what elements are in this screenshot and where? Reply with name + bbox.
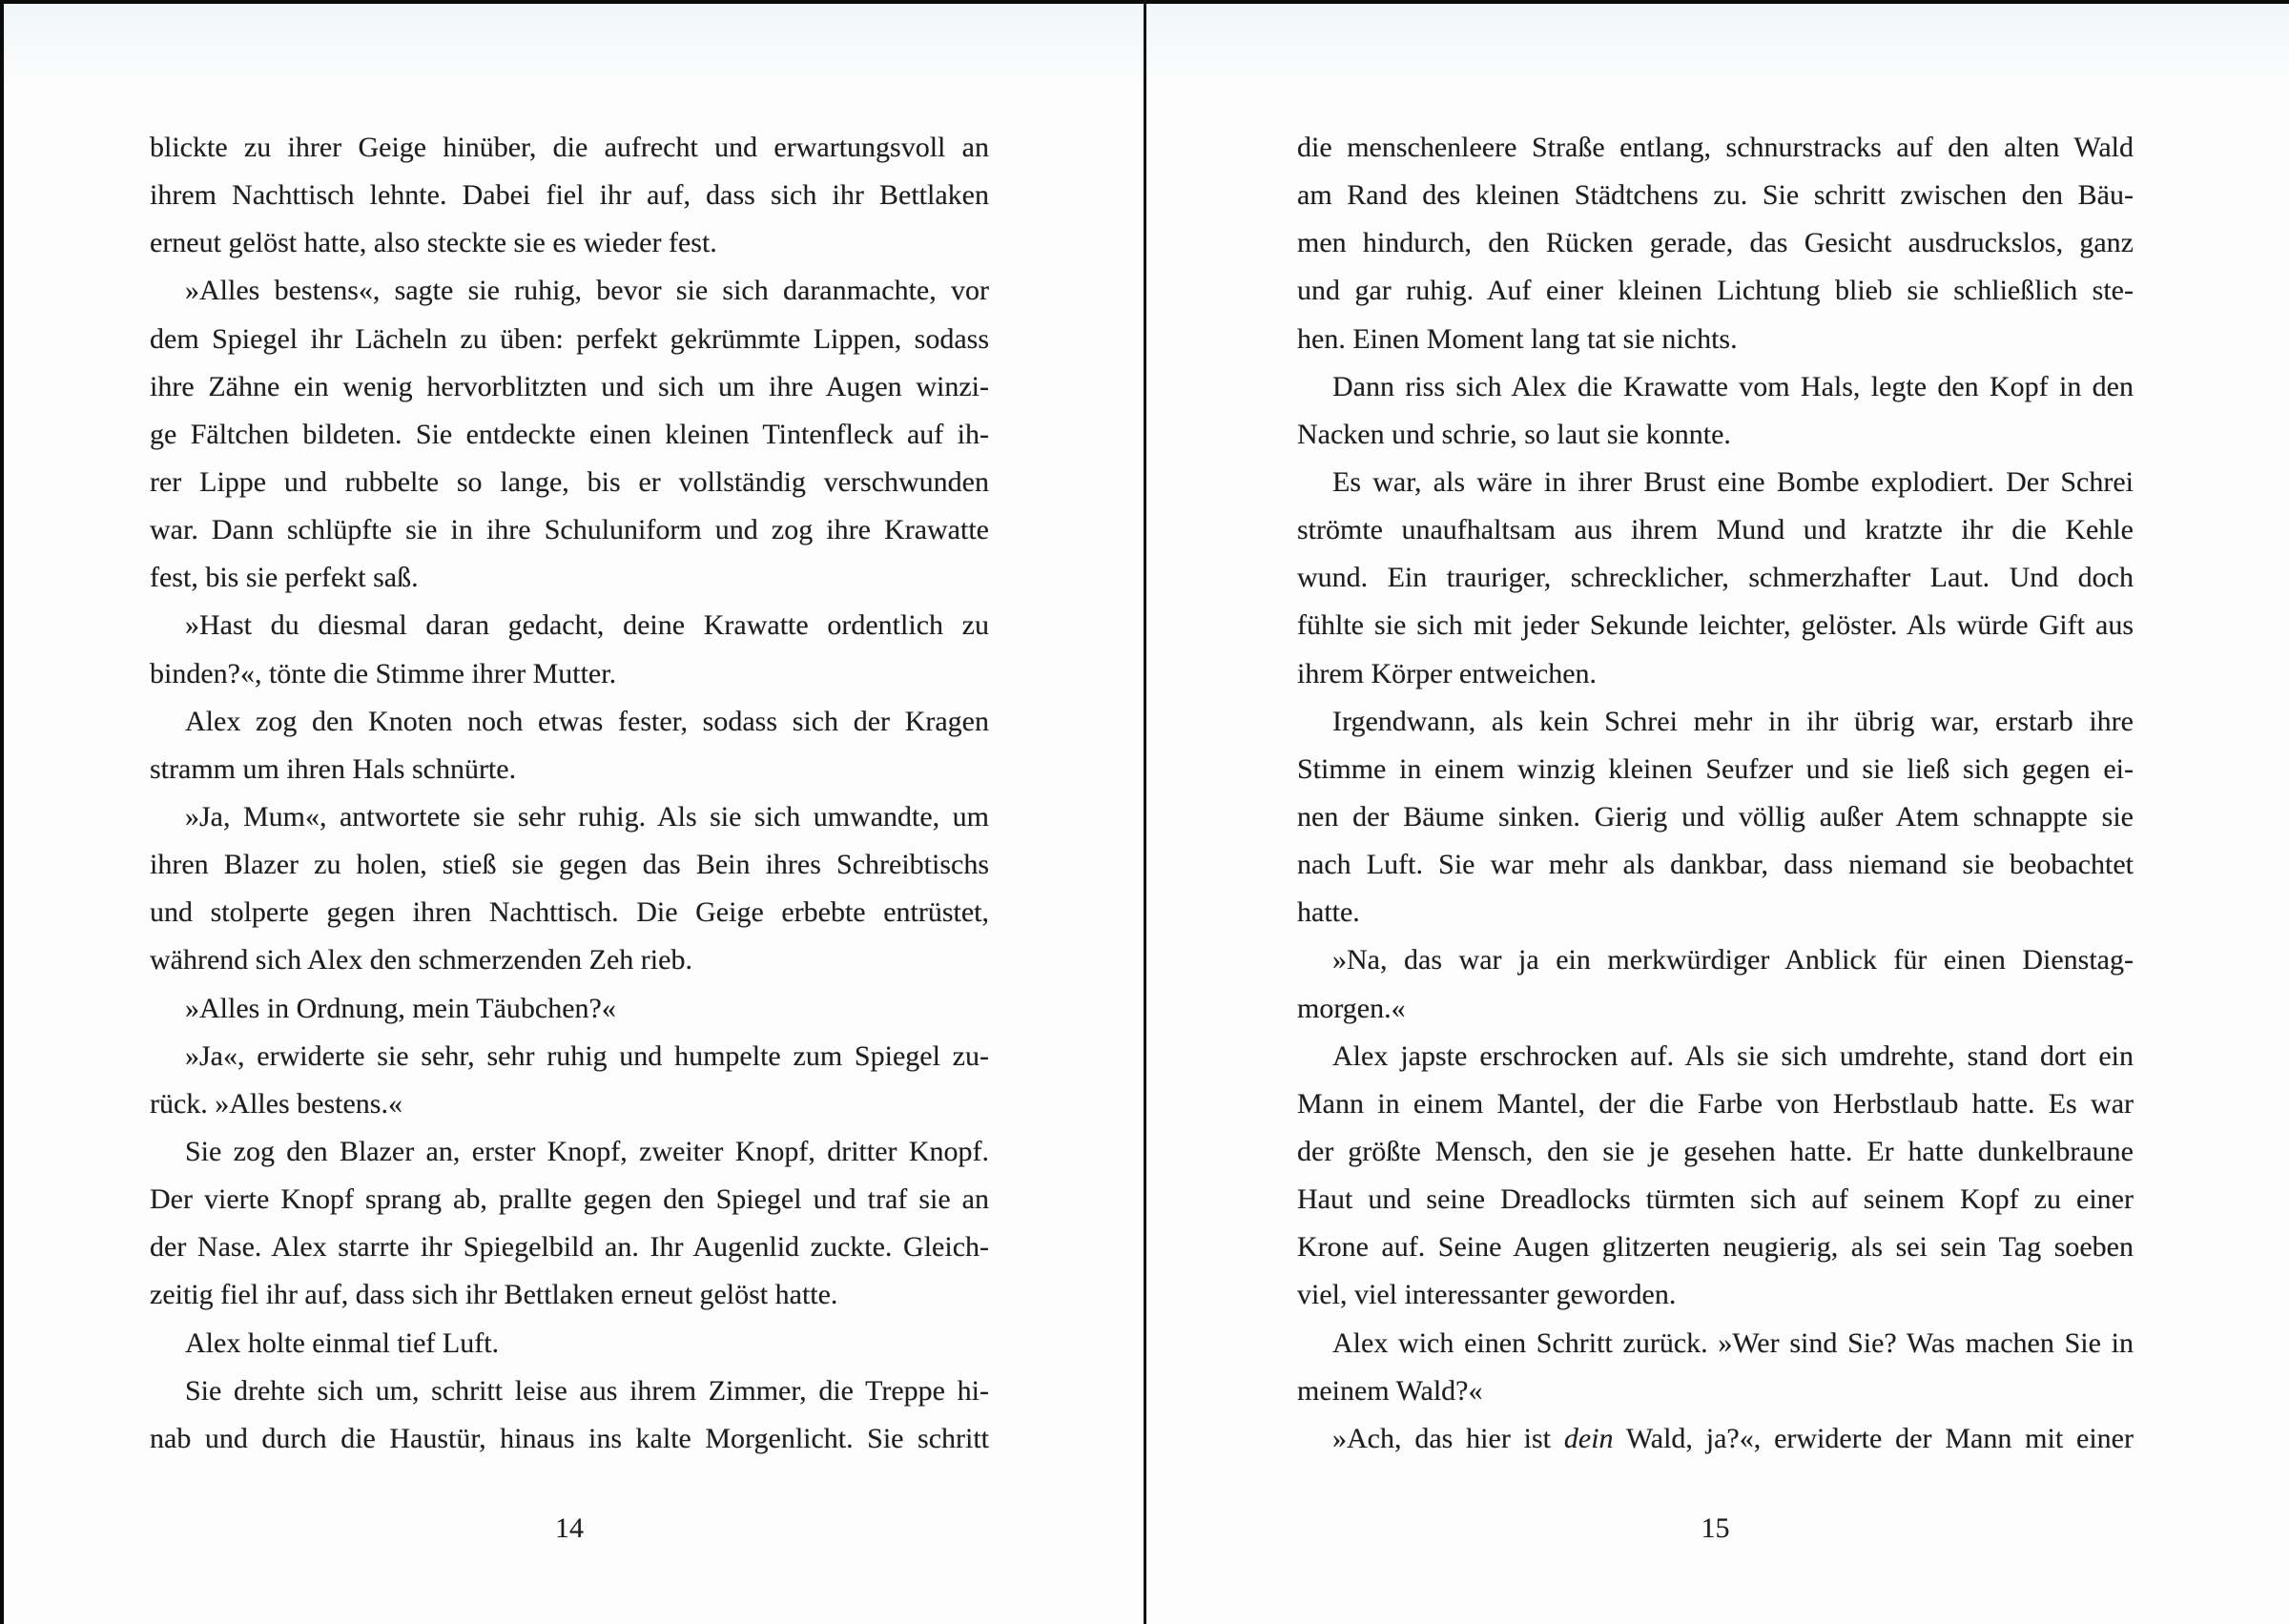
text-run: Mann in einem Mantel, der die Farbe von Herbstlaub hatte. Es war	[1297, 1087, 2134, 1120]
text-run: der größte Mensch, den sie je gesehen hatte. Er hatte dunkelbraune	[1297, 1135, 2134, 1167]
text-run: am Rand des kleinen Städtchens zu. Sie schritt zwischen den Bäu-	[1297, 179, 2134, 212]
text-line	[1297, 1033, 2134, 1080]
text-line	[1297, 889, 2134, 936]
text-run: »Alles in Ordnung, mein Täubchen?«	[185, 992, 616, 1024]
text-line	[150, 554, 989, 602]
text-line	[1297, 363, 2134, 411]
text-run: »Ach, das hier ist	[1332, 1422, 1564, 1454]
text-line	[1297, 124, 2134, 172]
scan-light-sheen	[4, 4, 2289, 90]
text-line	[1297, 746, 2134, 793]
page-gutter-line	[1144, 0, 1146, 1624]
text-run: »Na, das war ja ein merkwürdiger Anblick für einen Dienstag-	[1332, 944, 2134, 976]
text-line	[1297, 1223, 2134, 1271]
text-line	[150, 1320, 989, 1367]
text-line	[150, 746, 989, 793]
text-line	[150, 1128, 989, 1176]
text-run: und stolperte gegen ihren Nachttisch. Die Geige erbebte entrüstet,	[150, 896, 989, 929]
text-line	[150, 506, 989, 554]
text-run: stramm um ihren Hals schnürte.	[150, 752, 517, 785]
text-line	[1297, 650, 2134, 698]
text-run: »Alles bestens«, sagte sie ruhig, bevor sie sich daranmachte, vor	[185, 275, 989, 307]
text-line	[150, 219, 989, 267]
text-run: hatte.	[1297, 896, 1360, 929]
text-run: Sie drehte sich um, schritt leise aus ihrem Zimmer, die Treppe hi-	[185, 1374, 989, 1407]
text-run: Wald, ja?«, erwiderte der Mann mit einer	[1613, 1422, 2134, 1454]
text-line	[150, 1176, 989, 1223]
text-line	[150, 363, 989, 411]
text-line	[1297, 985, 2134, 1033]
text-line	[1297, 1176, 2134, 1223]
text-run: meinem Wald?«	[1297, 1374, 1483, 1407]
text-run: ihrem Körper entweichen.	[1297, 657, 1598, 689]
text-line	[150, 1415, 989, 1463]
text-run: ihrem Nachttisch lehnte. Dabei fiel ihr auf, dass sich ihr Bettlaken	[150, 179, 989, 212]
text-run: strömte unaufhaltsam aus ihrem Mund und kratzte ihr die Kehle	[1297, 514, 2134, 546]
text-run: men hindurch, den Rücken gerade, das Gesicht ausdruckslos, ganz	[1297, 227, 2134, 259]
text-line	[150, 1271, 989, 1319]
text-line	[150, 267, 989, 315]
text-line	[1297, 1320, 2134, 1367]
text-line	[1297, 554, 2134, 602]
text-line	[150, 1367, 989, 1415]
text-run: »Hast du diesmal daran gedacht, deine Krawatte ordentlich zu	[185, 609, 989, 642]
text-run: während sich Alex den schmerzenden Zeh rieb.	[150, 944, 692, 976]
text-line	[150, 602, 989, 649]
text-run: Sie zog den Blazer an, erster Knopf, zweiter Knopf, dritter Knopf.	[185, 1135, 989, 1167]
text-run: »Ja«, erwiderte sie sehr, sehr ruhig und humpelte zum Spiegel zu-	[185, 1039, 989, 1072]
text-run: und gar ruhig. Auf einer kleinen Lichtung blieb sie schließlich ste-	[1297, 275, 2134, 307]
text-run: viel, viel interessanter geworden.	[1297, 1279, 1677, 1311]
text-line	[1297, 1367, 2134, 1415]
text-line	[150, 316, 989, 363]
text-run: der Nase. Alex starrte ihr Spiegelbild an. Ihr Augenlid zuckte. Gleich-	[150, 1231, 989, 1264]
text-run: rück. »Alles bestens.«	[150, 1087, 402, 1120]
text-line	[1297, 793, 2134, 841]
text-line	[150, 1080, 989, 1128]
text-run: nab und durch die Haustür, hinaus ins kalte Morgenlicht. Sie schritt	[150, 1422, 989, 1454]
text-run: erneut gelöst hatte, also steckte sie es wieder fest.	[150, 227, 717, 259]
text-run: Es war, als wäre in ihrer Brust eine Bombe explodiert. Der Schrei	[1332, 465, 2134, 498]
text-run: Alex zog den Knoten noch etwas fester, sodass sich der Kragen	[185, 705, 989, 737]
text-line	[1297, 1080, 2134, 1128]
text-line	[1297, 1271, 2134, 1319]
text-line	[150, 698, 989, 746]
text-line	[1297, 1415, 2134, 1463]
text-run: Stimme in einem winzig kleinen Seufzer und sie ließ sich gegen ei-	[1297, 752, 2134, 785]
text-run: fest, bis sie perfekt saß.	[150, 562, 419, 594]
text-line	[1297, 841, 2134, 889]
text-line	[1297, 506, 2134, 554]
text-line	[1297, 936, 2134, 984]
page-right-text-block	[1297, 124, 2134, 1463]
text-run: blickte zu ihrer Geige hinüber, die aufrecht und erwartungsvoll an	[150, 132, 989, 163]
text-line	[150, 1033, 989, 1080]
text-line	[150, 459, 989, 506]
page-number-left: 14	[555, 1512, 584, 1544]
text-line	[150, 1223, 989, 1271]
text-run: Der vierte Knopf sprang ab, prallte gegen den Spiegel und traf sie an	[150, 1183, 989, 1216]
text-line	[150, 650, 989, 698]
text-run: wund. Ein trauriger, schrecklicher, schmerzhafter Laut. Und doch	[1297, 562, 2134, 594]
text-run: die menschenleere Straße entlang, schnurstracks auf den alten Wald	[1297, 132, 2134, 163]
text-run: Irgendwann, als kein Schrei mehr in ihr übrig war, erstarb ihre	[1332, 705, 2134, 737]
scan-left-border	[0, 0, 4, 1624]
text-line	[1297, 411, 2134, 459]
text-line	[150, 172, 989, 219]
text-run: nach Luft. Sie war mehr als dankbar, dass niemand sie beobachtet	[1297, 849, 2134, 881]
text-run: Nacken und schrie, so laut sie konnte.	[1297, 418, 1731, 450]
text-run: ge Fältchen bildeten. Sie entdeckte einen kleinen Tintenfleck auf ih-	[150, 418, 989, 450]
text-line	[1297, 172, 2134, 219]
page-left-text-block	[150, 124, 989, 1463]
text-run: zeitig fiel ihr auf, dass sich ihr Bettlaken erneut gelöst hatte.	[150, 1279, 838, 1311]
text-run: Alex holte einmal tief Luft.	[185, 1326, 500, 1359]
text-line	[150, 411, 989, 459]
page-number-right: 15	[1701, 1512, 1730, 1544]
text-line	[150, 124, 989, 172]
text-line	[1297, 316, 2134, 363]
text-line	[150, 793, 989, 841]
text-run: rer Lippe und rubbelte so lange, bis er vollständig verschwunden	[150, 465, 989, 498]
text-run: Krone auf. Seine Augen glitzerten neugierig, als sei sein Tag soeben	[1297, 1231, 2134, 1264]
text-run: Alex japste erschrocken auf. Als sie sich umdrehte, stand dort ein	[1332, 1039, 2134, 1072]
text-run: binden?«, tönte die Stimme ihrer Mutter.	[150, 657, 617, 689]
text-run: war. Dann schlüpfte sie in ihre Schuluniform und zog ihre Krawatte	[150, 514, 989, 546]
text-run: »Ja, Mum«, antwortete sie sehr ruhig. Als sie sich umwandte, um	[185, 800, 989, 833]
text-line	[150, 841, 989, 889]
text-run: nen der Bäume sinken. Gierig und völlig außer Atem schnappte sie	[1297, 800, 2134, 833]
text-run: Alex wich einen Schritt zurück. »Wer sind Sie? Was machen Sie in	[1332, 1326, 2134, 1359]
text-line	[1297, 267, 2134, 315]
text-run: ihren Blazer zu holen, stieß sie gegen das Bein ihres Schreibtischs	[150, 849, 989, 881]
text-run: ihre Zähne ein wenig hervorblitzten und sich um ihre Augen winzi-	[150, 370, 989, 402]
text-line	[150, 889, 989, 936]
text-run: Haut und seine Dreadlocks türmten sich auf seinem Kopf zu einer	[1297, 1183, 2134, 1216]
text-run: Dann riss sich Alex die Krawatte vom Hals, legte den Kopf in den	[1332, 370, 2134, 402]
text-run: hen. Einen Moment lang tat sie nichts.	[1297, 322, 1738, 355]
text-line	[1297, 219, 2134, 267]
italic-word: dein	[1563, 1422, 1614, 1454]
text-line	[1297, 1128, 2134, 1176]
text-line	[1297, 459, 2134, 506]
text-line	[1297, 602, 2134, 649]
text-run: dem Spiegel ihr Lächeln zu üben: perfekt gekrümmte Lippen, sodass	[150, 322, 989, 355]
text-run: morgen.«	[1297, 992, 1406, 1024]
text-line	[150, 985, 989, 1033]
text-run: fühlte sie sich mit jeder Sekunde leichter, gelöster. Als würde Gift aus	[1297, 609, 2134, 642]
text-line	[1297, 698, 2134, 746]
text-line	[150, 936, 989, 984]
